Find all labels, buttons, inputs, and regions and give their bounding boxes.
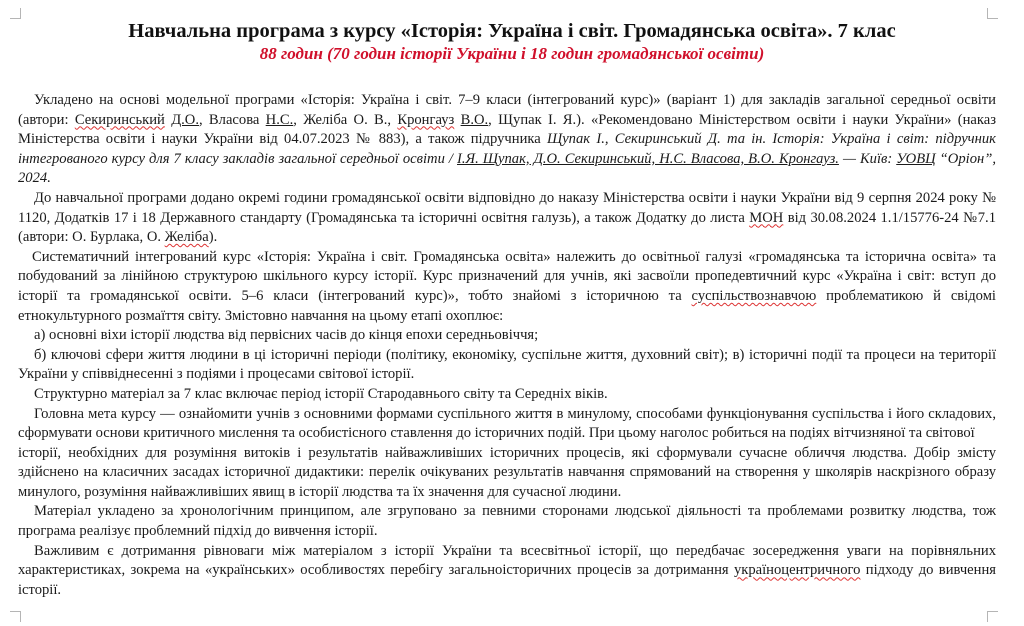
spellcheck-word: україноцентричного (733, 562, 861, 579)
text-run: , Желіба О. В., (293, 111, 398, 128)
paragraph-structure[interactable]: Структурно матеріал за 7 клас включає період історії Стародавнього світу та Середніх віків. (34, 385, 608, 402)
spellcheck-word: Желіба (164, 229, 209, 246)
underlined-initials: В.О. (460, 111, 489, 128)
underlined-initials: Н.С. (265, 111, 294, 128)
spellcheck-word: суспільствознавчою (691, 287, 817, 304)
text-run: , Власова (198, 111, 266, 128)
crop-mark-bottom-right (987, 611, 998, 622)
list-item-b[interactable]: б) ключові сфери життя людини в ці історичні періоди (політику, економіку, суспільне життя, духовний світ); в) історичні події та процеси на території України у співвіднесенні з подіями і процесами світової історії. (18, 346, 996, 383)
paragraph-basis[interactable] (18, 91, 996, 189)
text-run: проблематикою й свідомі етнокультурного розмаїття світу. Змістовно навчання на цьому етапі охоплює: (18, 287, 996, 324)
textbook-authors: І.Я. Щупак, Д.О. Секиринський, Н.С. Власова, В.О. Кронгауз. (457, 150, 839, 167)
publisher-abbrev: УОВЦ (896, 150, 936, 167)
text-run: — Київ: (838, 150, 897, 167)
text-run: Важливим є дотримання рівноваги між матеріалом з історії України та всесвітньої історії, що передбачає зосередження уваги на порівняльних характеристиках, зокрема на «українських» особливостях перебігу загальноісторичних процесів за дотримання (18, 542, 996, 579)
spellcheck-word: МОН (749, 209, 784, 226)
paragraph-main-goal[interactable]: Головна мета курсу — ознайомити учнів з основними формами суспільного життя в минулому, способами функціонування суспільства і його складових, сформувати основи критичного мислення та особистісного ставлення до історичних подій. При цьому наголос робиться на подіях вітчизняної та світової (18, 405, 996, 442)
spellcheck-word: Секиринський (74, 111, 165, 128)
paragraph-chronology[interactable]: Матеріал укладено за хронологічним принципом, але згруповано за певними сторонами людської діяльності та проблемами розвитку людства, тож програма реалізує проблемний підхід до вивчення історії. (18, 503, 996, 540)
list-item-a[interactable]: а) основні віхи історії людства від первісних часів до кінця епохи середньовіччя; (34, 327, 539, 344)
crop-mark-bottom-left (10, 611, 21, 622)
crop-mark-top-right (987, 8, 998, 19)
text-run: від 30.08.2024 1.1/15776-24 №7.1 (автори: О. Бурлака, О. (18, 209, 997, 246)
text-run: “Оріон”, 2024. (18, 150, 996, 187)
document-title[interactable]: Навчальна програма з курсу «Історія: Україна і світ. Громадянська освіта». 7 клас (128, 20, 896, 42)
document-subtitle[interactable]: 88 годин (70 годин історії України і 18 годин громадянської освіти) (259, 44, 765, 63)
text-run: підходу до вивчення історії. (18, 562, 996, 598)
text-run: , Щупак І. Я.). «Рекомендовано Міністерством освіти і науки України» (наказ Міністерства освіти і науки України від 04.07.2023 № 883), а також підручника (18, 111, 996, 148)
paragraph-course-description[interactable] (18, 248, 996, 326)
spellcheck-word: Кронгауз (397, 111, 455, 128)
crop-mark-top-left (10, 8, 21, 19)
document-body[interactable] (18, 91, 996, 600)
text-run: Систематичний інтегрований курс «Історія: Україна і світ. Громадянська освіта» належить до освітньої галузі «громадянська та історична освіта» та побудований за лінійною структурою шкільного курсу історії. Курс призначений для учнів, які засвоїли пропедевтичний курс «Україна і світ: вступ до історії та громадянської освіти. 5–6 класи (інтегрований курс)», тобто знайомі з історичною та (18, 248, 996, 304)
underlined-initials: Д.О. (171, 111, 199, 128)
paragraph-civic-hours[interactable] (18, 189, 996, 248)
textbook-reference: Щупак І., Секиринський Д. та ін. Історія: Україна і світ: підручник інтегрованого курсу для 7 класу закладів загальної середньої освіти / (18, 131, 996, 167)
text-run: ). (208, 229, 218, 246)
text-run: Укладено на основі модельної програми «Історія: Україна і світ. 7–9 класи (інтегрований курс)» (варіант 1) для закладів загальної середньої освіти (автори: (18, 92, 996, 128)
paragraph-balance[interactable] (18, 542, 996, 601)
paragraph-history-selection[interactable]: історії, необхідних для розуміння витоків і результатів найважливіших історичних процесів, які сформували сучасне обличчя людства. Добір змісту здійснено на класичних засадах історичної дидактики: перелік очікуваних результатів навчання спрямований на створення у школярів наскрізного образу минулого, розуміння найважливіших явищ в історії людства та їх значення для сучасної людини. (18, 444, 996, 500)
text-run: До навчальної програми додано окремі години громадянської освіти відповідно до наказу Міністерства освіти і науки України від 9 серпня 2024 року № 1120, Додатків 17 і 18 Державного стандарту (Громадянська та історичні освітня галузь), а також Додатку до листа (18, 189, 996, 226)
